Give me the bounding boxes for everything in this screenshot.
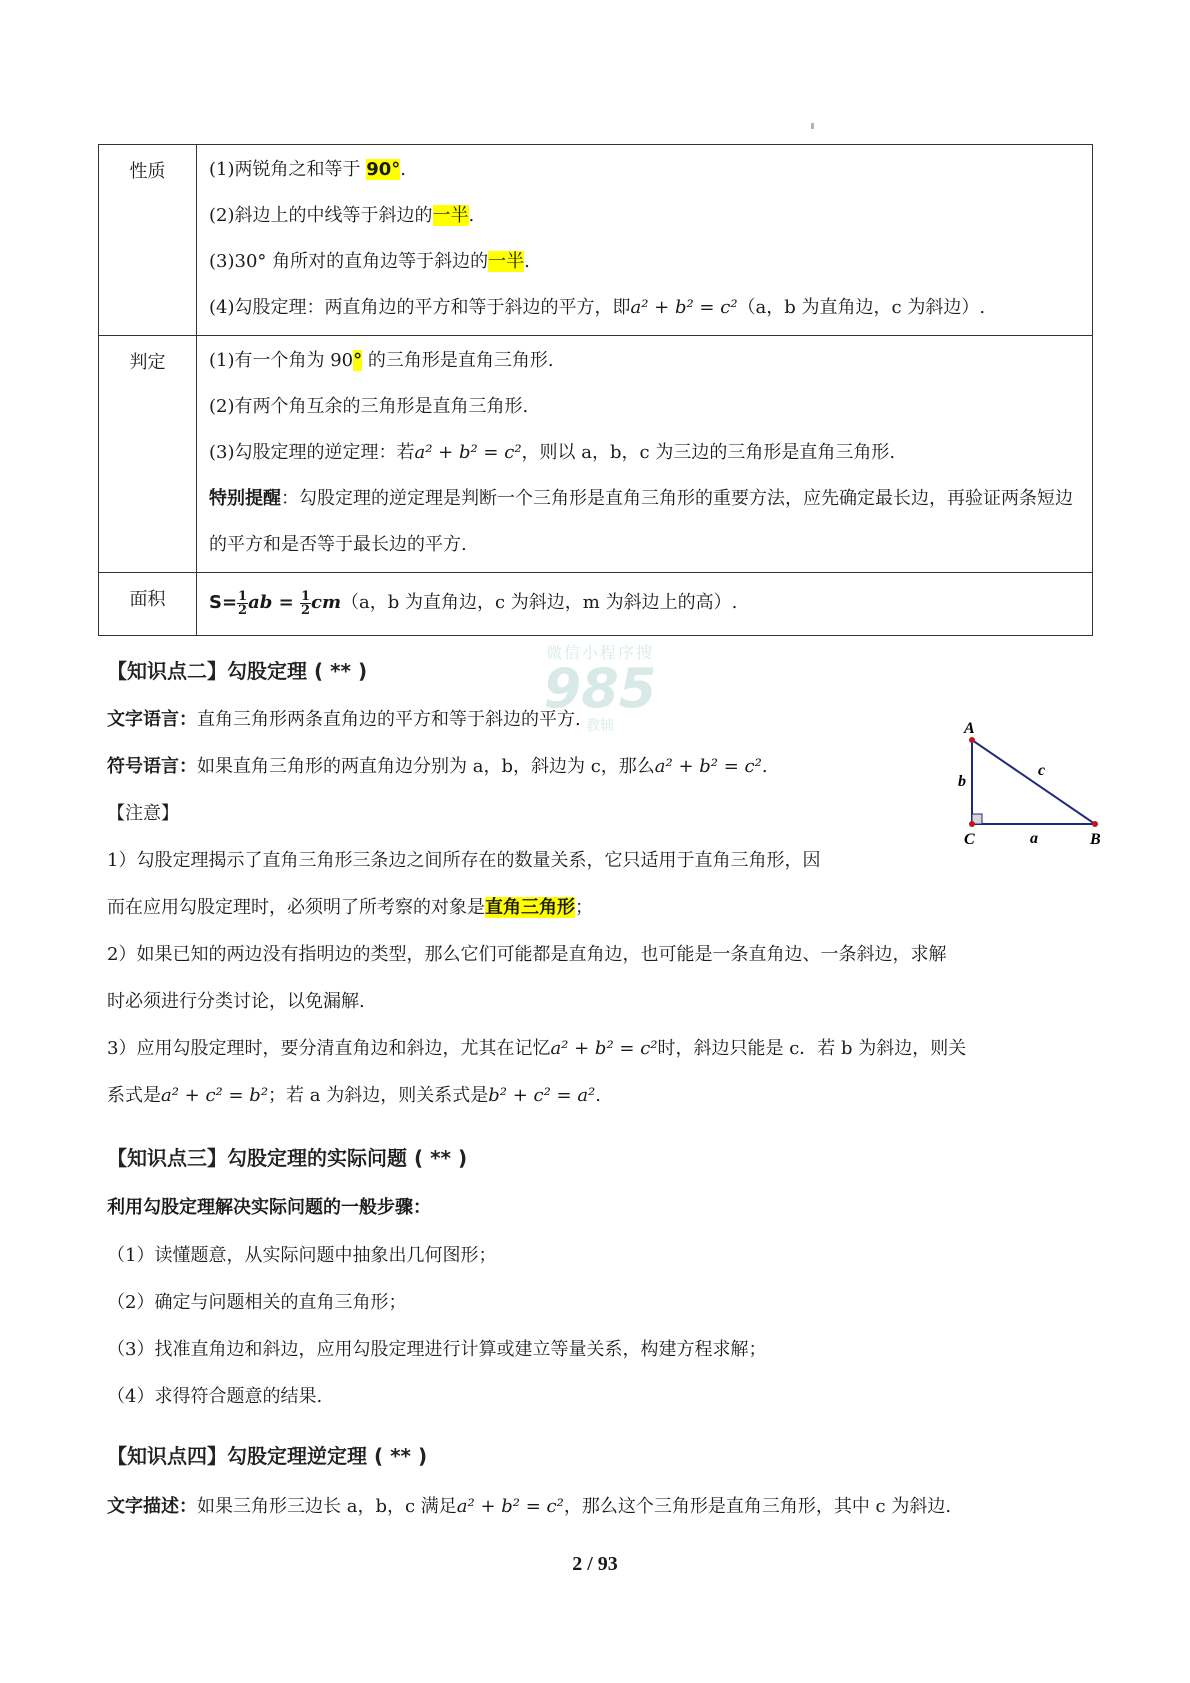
highlight: 一半 bbox=[432, 205, 469, 226]
property-line: (1)两锐角之和等于 90°. bbox=[209, 159, 407, 180]
note-1: 1）勾股定理揭示了直角三角形三条边之间所存在的数量关系，它只适用于直角三角形，因 bbox=[107, 850, 821, 871]
table-row-properties bbox=[99, 145, 1093, 336]
formula: a² + b² = c² bbox=[630, 297, 738, 318]
note-title: 【注意】 bbox=[107, 803, 179, 824]
scan-mark bbox=[811, 123, 814, 129]
note-3: 3）应用勾股定理时，要分清直角边和斜边，尤其在记忆a² + b² = c²时，斜边只能是 c．若 b 为斜边，则关 bbox=[107, 1038, 967, 1059]
svg-text:C: C bbox=[964, 831, 975, 848]
note-3-cont: 系式是a² + c² = b²；若 a 为斜边，则关系式是b² + c² = a². bbox=[107, 1085, 602, 1106]
step-item: （4）求得符合题意的结果. bbox=[107, 1386, 323, 1407]
page-number: 2 / 93 bbox=[572, 1553, 618, 1575]
fraction: $\frac{1}{2}$ bbox=[300, 588, 311, 618]
highlight: 90° bbox=[366, 159, 401, 180]
converse-description: 文字描述：如果三角形三边长 a，b，c 满足a² + b² = c²，那么这个三角形是直角三角形，其中 c 为斜边. bbox=[107, 1496, 952, 1517]
properties-table bbox=[98, 144, 1093, 636]
special-reminder: 特别提醒：勾股定理的逆定理是判断一个三角形是直角三角形的重要方法，应先确定最长边，再验证两条短边的平方和是否等于最长边的平方. bbox=[209, 488, 1073, 555]
criteria-line: (3)勾股定理的逆定理：若a² + b² = c²，则以 a，b，c 为三边的三角形是直角三角形. bbox=[209, 442, 896, 463]
svg-text:A: A bbox=[964, 720, 975, 737]
right-triangle-figure bbox=[950, 720, 1120, 860]
note-2: 2）如果已知的两边没有指明边的类型，那么它们可能都是直角边，也可能是一条直角边、一条斜边，求解 bbox=[107, 944, 947, 965]
steps-subtitle: 利用勾股定理解决实际问题的一般步骤： bbox=[107, 1197, 431, 1218]
section-title: 【知识点三】勾股定理的实际问题 ( ** ) bbox=[107, 1146, 468, 1170]
table-row-criteria bbox=[99, 336, 1093, 573]
svg-text:B: B bbox=[1090, 831, 1101, 848]
text-language: 文字语言：直角三角形两条直角边的平方和等于斜边的平方. bbox=[107, 709, 581, 730]
step-item: （2）确定与问题相关的直角三角形； bbox=[107, 1292, 407, 1313]
section-title: 【知识点二】勾股定理 ( ** ) bbox=[107, 659, 368, 683]
highlight: ° bbox=[353, 350, 363, 371]
svg-text:b: b bbox=[958, 773, 966, 790]
row-header: 判定 bbox=[99, 336, 197, 573]
step-item: （1）读懂题意，从实际问题中抽象出几何图形； bbox=[107, 1245, 497, 1266]
formula: a² + b² = c² bbox=[414, 442, 522, 463]
property-line: (3)30° 角所对的直角边等于斜边的一半. bbox=[209, 251, 530, 272]
highlight: 一半 bbox=[488, 251, 525, 272]
formula: a² + b² = c². bbox=[654, 756, 768, 777]
property-line: (4)勾股定理：两直角边的平方和等于斜边的平方，即a² + b² = c²（a，b 为直角边，c 为斜边）. bbox=[209, 297, 986, 318]
note-1-cont: 而在应用勾股定理时，必须明了所考察的对象是直角三角形； bbox=[107, 897, 593, 918]
section-title: 【知识点四】勾股定理逆定理 ( ** ) bbox=[107, 1444, 428, 1468]
symbol-language: 符号语言：如果直角三角形的两直角边分别为 a，b，斜边为 c，那么a² + b² = c². bbox=[107, 756, 768, 777]
area-formula: S= $\frac{1}{2}$ ab = $\frac{1}{2}$ cm（a，b 为直角边，c 为斜边，m 为斜边上的高）. bbox=[209, 588, 738, 618]
highlight: 直角三角形 bbox=[485, 897, 575, 918]
fraction: $\frac{1}{2}$ bbox=[238, 588, 248, 618]
svg-text:c: c bbox=[1038, 762, 1046, 779]
criteria-line: (2)有两个角互余的三角形是直角三角形. bbox=[209, 396, 529, 417]
row-header: 面积 bbox=[99, 573, 197, 636]
criteria-line: (1)有一个角为 90° 的三角形是直角三角形. bbox=[209, 350, 554, 371]
row-header: 性质 bbox=[99, 145, 197, 336]
svg-text:a: a bbox=[1030, 830, 1038, 847]
watermark: 微信小程序搜 985 教辅 bbox=[543, 643, 657, 734]
property-line: (2)斜边上的中线等于斜边的一半. bbox=[209, 205, 475, 226]
note-2-cont: 时必须进行分类讨论，以免漏解. bbox=[107, 991, 365, 1012]
step-item: （3）找准直角边和斜边，应用勾股定理进行计算或建立等量关系，构建方程求解； bbox=[107, 1339, 767, 1360]
table-row-area bbox=[99, 573, 1093, 636]
